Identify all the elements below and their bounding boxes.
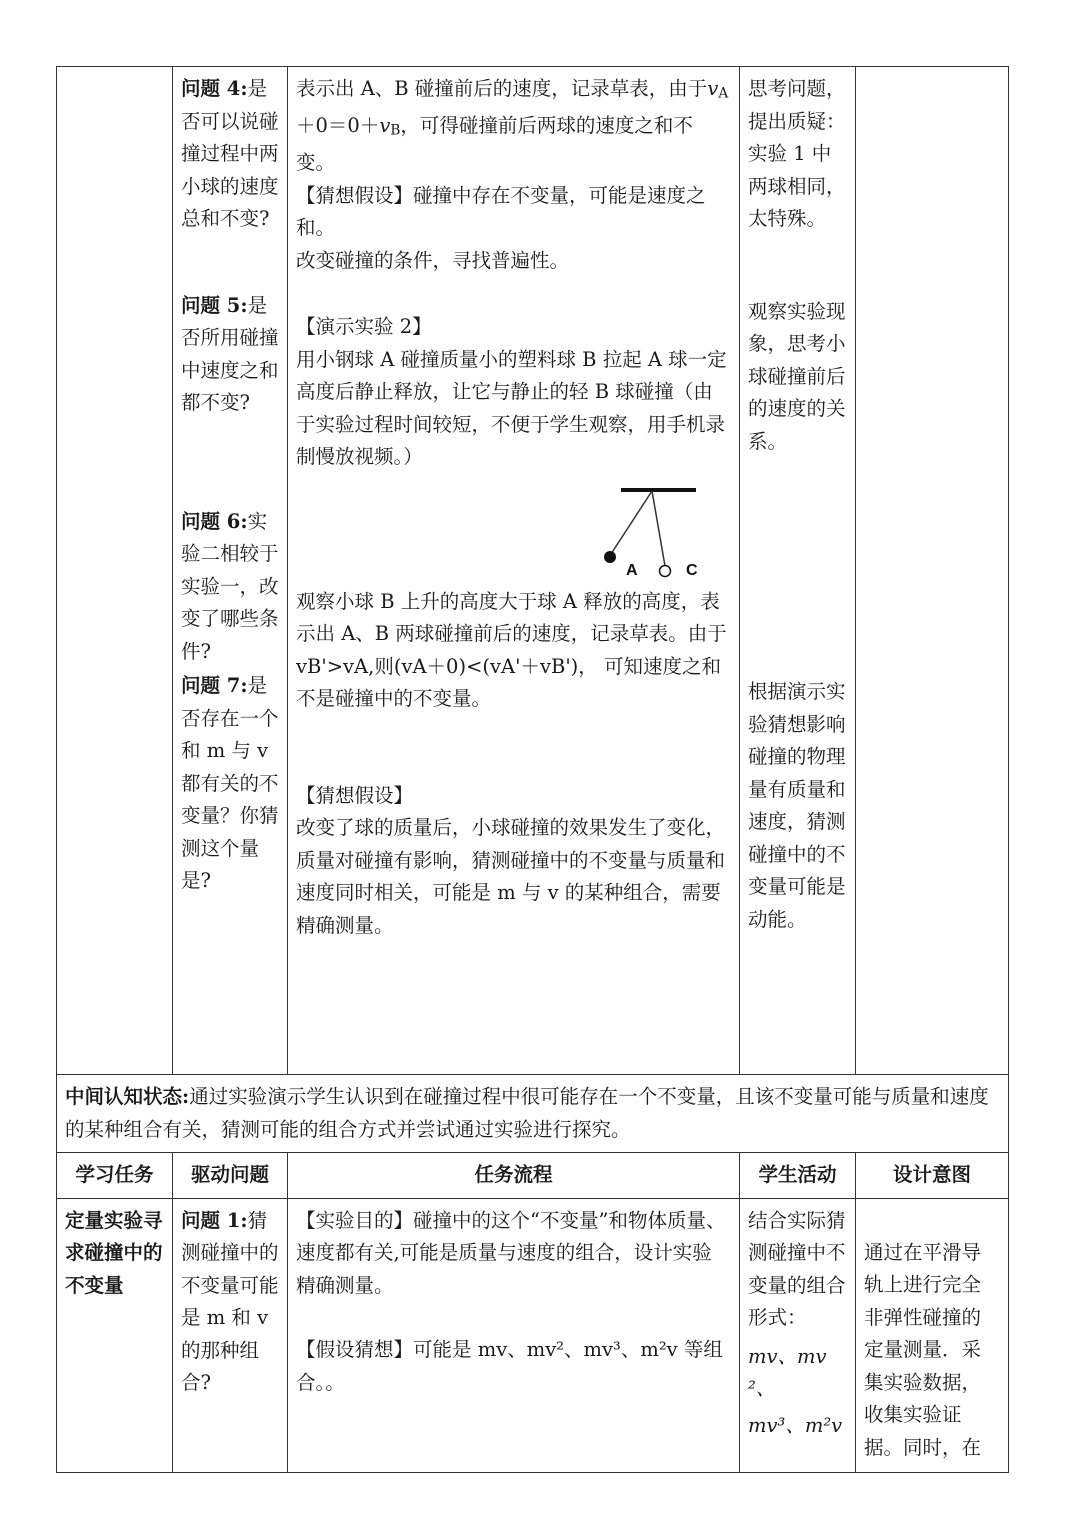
bottom-activity-cell [740, 1198, 856, 1472]
formula-line-2: mv³、m²v [748, 1413, 843, 1437]
activity-combination: 结合实际猜测碰撞中不变量的组合形式： [748, 1208, 846, 1329]
question-4 [181, 73, 279, 236]
activity-2: 观察实验现象，思考小球碰撞前后的速度的关系。 [748, 299, 846, 453]
pendulum-diagram [581, 480, 731, 580]
flow-p1-end: ，可得碰撞前后两球的速度之和不变。 [296, 114, 693, 175]
velocity-vb: v [379, 114, 391, 138]
bottom-row [57, 1198, 1009, 1472]
question-1-text: 猜测碰撞中的不变量可能是 m 和 v 的那种组合? [181, 1208, 279, 1394]
demo-experiment-2-heading: 【演示实验 2】 [296, 315, 432, 339]
question-6-label: 问题 6: [181, 509, 248, 533]
question-6 [181, 506, 279, 669]
ball-c [660, 565, 671, 576]
status-row [57, 1075, 1009, 1153]
subscript-b: B [390, 122, 401, 139]
formula-line-1: mv、mv²、 [748, 1344, 827, 1400]
flow-paragraph-5: 用小钢球 A 碰撞质量小的塑料球 B 拉起 A 球一定高度后静止释放，让它与静止的轻 B 球碰撞（由于实验过程时间较短，不便于学生观察，用手机录制慢放视频。） [296, 347, 727, 469]
pendulum-string-a [611, 491, 652, 554]
hypothesis-heading: 【猜想假设】 [296, 783, 414, 807]
label-c: C [686, 561, 698, 579]
activity-3: 根据演示实验猜想影响碰撞的物理量有质量和速度，猜测碰撞中的不变量可能是动能。 [748, 680, 846, 931]
top-row [57, 67, 1009, 1075]
flow-paragraph-2: 【猜想假设】碰撞中存在不变量，可能是速度之和。 [296, 183, 706, 240]
velocity-va: v [707, 77, 719, 100]
status-text: 通过实验演示学生认识到在碰撞过程中很可能存在一个不变量，且该不变量可能与质量和速度的某种组合有关，猜测可能的组合方式并尝试通过实验进行探究。 [65, 1085, 989, 1141]
flow-p1-mid: ＋0＝0＋ [296, 114, 380, 138]
question-5 [181, 290, 279, 420]
question-5-text: 是否所用碰撞中速度之和都不变? [181, 293, 279, 414]
question-4-label: 问题 4: [181, 77, 248, 100]
flow-cell [288, 67, 740, 1075]
header-question: 驱动问题 [173, 1153, 288, 1199]
header-intent: 设计意图 [856, 1153, 1009, 1199]
question-7-label: 问题 7: [181, 674, 248, 697]
hypothesis-combinations: 【假设猜想】可能是 mv、mv²、mv³、m²v 等组合。。 [296, 1338, 723, 1394]
flow-paragraph-6: 观察小球 B 上升的高度大于球 A 释放的高度，表示出 A、B 两球碰撞前后的速度，记录草表。由于 vB'>vA,则(vA＋0)<(vA'＋vB')， 可知速度之和不是碰撞中的不变量。 [296, 589, 727, 711]
subscript-a: A [718, 85, 729, 102]
status-cell [57, 1075, 1009, 1153]
task-cell-empty [57, 67, 173, 1075]
flow-paragraph-3: 改变碰撞的条件，寻找普遍性。 [296, 248, 570, 272]
design-intent-cell [856, 1198, 1009, 1472]
flow-paragraph-1 [296, 73, 731, 180]
intent-cell-empty [856, 67, 1009, 1075]
ball-a [604, 551, 616, 563]
status-label: 中间认知状态: [65, 1085, 190, 1108]
design-intent-text: 通过在平滑导轨上进行完全非弹性碰撞的定量测量．采集实验数据，收集实验证据。同时，在 [864, 1240, 982, 1459]
question-5-label: 问题 5: [181, 293, 248, 317]
pendulum-string-c [652, 491, 665, 566]
header-activity: 学生活动 [740, 1153, 856, 1199]
flow-p1-start: 表示出 A、B 碰撞前后的速度，记录草表，由于 [296, 77, 708, 100]
task-quantitative: 定量实验寻求碰撞中的不变量 [57, 1198, 173, 1472]
header-task: 学习任务 [57, 1153, 173, 1199]
header-flow: 任务流程 [288, 1153, 740, 1199]
question-cell [173, 67, 288, 1075]
activity-cell [740, 67, 856, 1075]
bottom-flow-cell [288, 1198, 740, 1472]
activity-1: 思考问题，提出质疑：实验 1 中两球相同，太特殊。 [748, 77, 846, 230]
lesson-plan-table [56, 66, 1009, 1473]
label-a: A [626, 561, 638, 579]
question-1-cell [173, 1198, 288, 1472]
question-7 [181, 670, 279, 898]
flow-paragraph-8: 改变了球的质量后，小球碰撞的效果发生了变化，质量对碰撞有影响，猜测碰撞中的不变量与质量和速度同时相关，可能是 m 与 v 的某种组合，需要精确测量。 [296, 816, 726, 937]
question-6-text: 实验二相较于实验一，改变了哪些条件? [181, 509, 279, 663]
question-1-label: 问题 1: [181, 1208, 248, 1232]
experiment-purpose: 【实验目的】碰撞中的这个“不变量”和物体质量、速度都有关,可能是质量与速度的组合，设计实验精确测量。 [296, 1208, 726, 1297]
question-4-text: 是否可以说碰撞过程中两小球的速度总和不变? [181, 77, 279, 230]
header-row [57, 1153, 1009, 1199]
question-7-text: 是否存在一个和 m 与 v 都有关的不变量？你猜测这个量是? [181, 674, 279, 892]
